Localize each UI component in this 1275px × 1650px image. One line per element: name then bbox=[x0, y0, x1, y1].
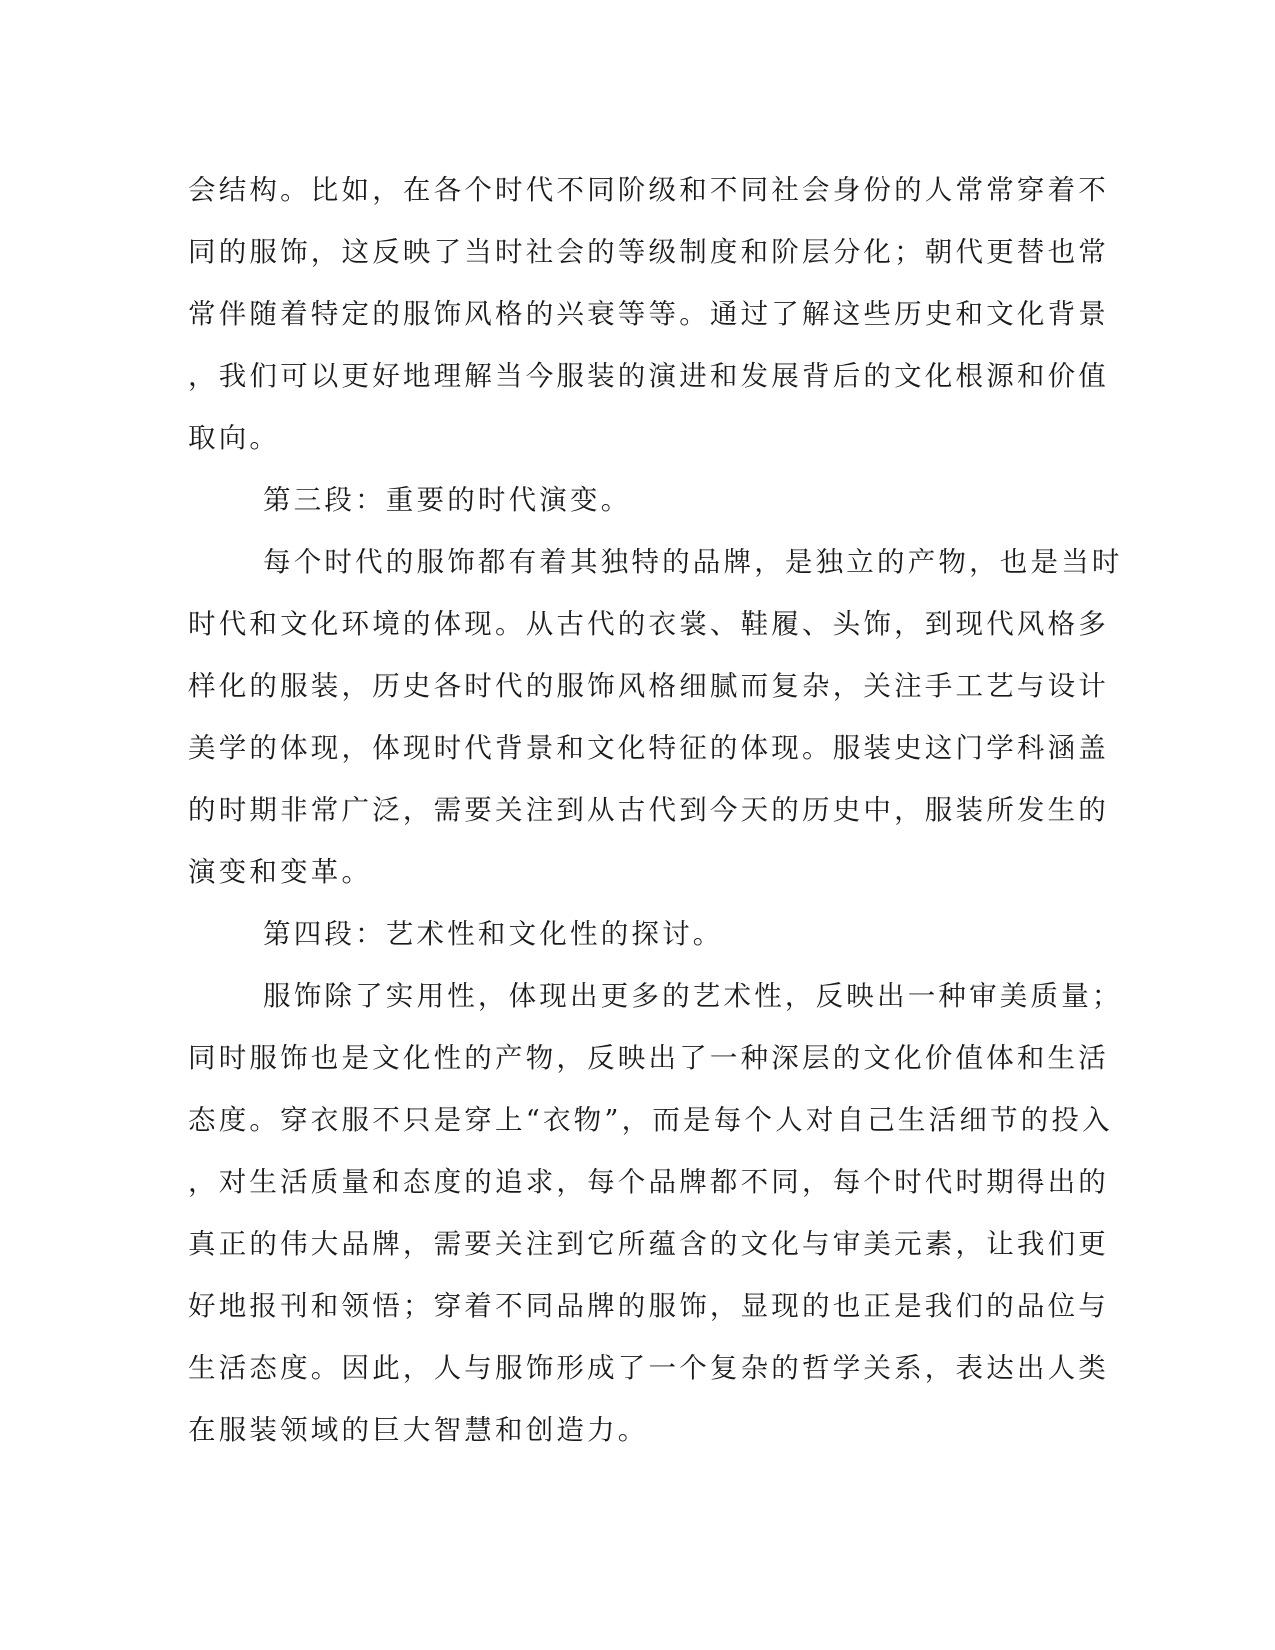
text-line: 好地报刊和领悟；穿着不同品牌的服饰，显现的也正是我们的品位与 bbox=[188, 1290, 1109, 1322]
text-line: 常伴随着特定的服饰风格的兴衰等等。通过了解这些历史和文化背景 bbox=[188, 298, 1109, 330]
body-text bbox=[188, 159, 1123, 1461]
text-line: 态度。穿衣服不只是穿上“衣物”，而是每个人对自己生活细节的投入 bbox=[188, 1104, 1113, 1136]
text-line: 取向。 bbox=[188, 422, 281, 454]
section-heading-3: 第三段：重要的时代演变。 bbox=[263, 484, 632, 516]
text-line: ，我们可以更好地理解当今服装的演进和发展背后的文化根源和价值 bbox=[188, 360, 1109, 392]
text-line: 服饰除了实用性，体现出更多的艺术性，反映出一种审美质量； bbox=[263, 980, 1123, 1012]
text-line: 在服装领域的巨大智慧和创造力。 bbox=[188, 1414, 649, 1446]
text-line: 演变和变革。 bbox=[188, 856, 373, 888]
text-line: 美学的体现，体现时代背景和文化特征的体现。服装史这门学科涵盖 bbox=[188, 732, 1109, 764]
text-line: 真正的伟大品牌，需要关注到它所蕴含的文化与审美元素，让我们更 bbox=[188, 1228, 1109, 1260]
text-line: ，对生活质量和态度的追求，每个品牌都不同，每个时代时期得出的 bbox=[188, 1166, 1109, 1198]
section-heading-4: 第四段：艺术性和文化性的探讨。 bbox=[263, 918, 724, 950]
text-line: 的时期非常广泛，需要关注到从古代到今天的历史中，服装所发生的 bbox=[188, 794, 1109, 826]
text-line: 同的服饰，这反映了当时社会的等级制度和阶层分化；朝代更替也常 bbox=[188, 236, 1109, 268]
text-line: 样化的服装，历史各时代的服饰风格细腻而复杂，关注手工艺与设计 bbox=[188, 670, 1109, 702]
text-line: 同时服饰也是文化性的产物，反映出了一种深层的文化价值体和生活 bbox=[188, 1042, 1109, 1074]
text-line: 每个时代的服饰都有着其独特的品牌，是独立的产物，也是当时 bbox=[263, 546, 1123, 578]
text-line: 时代和文化环境的体现。从古代的衣裳、鞋履、头饰，到现代风格多 bbox=[188, 608, 1109, 640]
text-line: 会结构。比如，在各个时代不同阶级和不同社会身份的人常常穿着不 bbox=[188, 174, 1109, 206]
text-line: 生活态度。因此，人与服饰形成了一个复杂的哲学关系，表达出人类 bbox=[188, 1352, 1109, 1384]
